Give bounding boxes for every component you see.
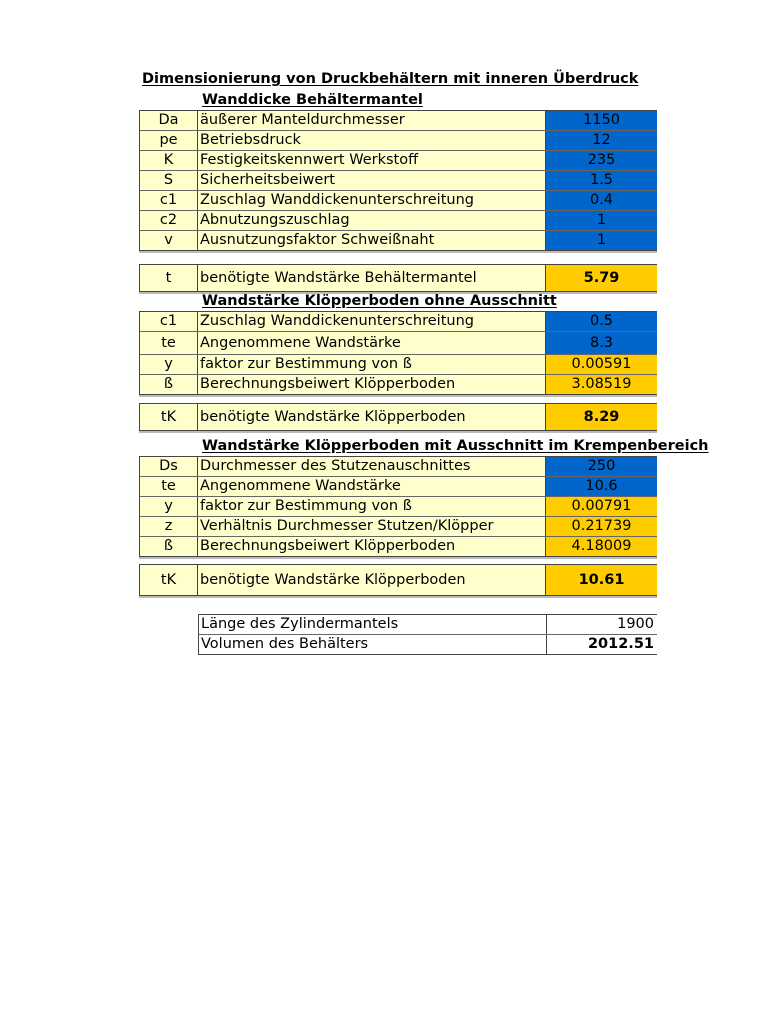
section3-table	[139, 456, 657, 557]
symbol-cell[interactable]: c1	[139, 191, 198, 210]
input-value-cell[interactable]: 10.6	[546, 477, 657, 496]
description-cell[interactable]: Durchmesser des Stutzenauschnittes	[198, 457, 546, 476]
table-row	[139, 456, 657, 477]
table-row	[198, 614, 657, 635]
description-cell[interactable]: Angenommene Wandstärke	[198, 477, 546, 496]
result-row	[139, 403, 657, 431]
section2-result	[139, 403, 657, 431]
input-value-cell[interactable]: 0.5	[546, 312, 657, 331]
summary-label-cell[interactable]: Länge des Zylindermantels	[199, 615, 547, 634]
section1-title: Wanddicke Behältermantel	[202, 92, 423, 108]
symbol-cell[interactable]: tK	[139, 565, 198, 595]
table-row	[139, 171, 657, 191]
table-row	[139, 497, 657, 517]
symbol-cell[interactable]: Ds	[139, 457, 198, 476]
description-cell[interactable]: Berechnungsbeiwert Klöpperboden	[198, 537, 546, 556]
calculated-value-cell[interactable]: 0.21739	[546, 517, 657, 536]
result-value-cell[interactable]: 8.29	[546, 404, 657, 430]
table-row	[139, 231, 657, 251]
result-row	[139, 564, 657, 596]
input-value-cell[interactable]: 250	[546, 457, 657, 476]
main-title: Dimensionierung von Druckbehältern mit inneren Überdruck	[142, 71, 639, 87]
input-value-cell[interactable]: 8.3	[546, 332, 657, 354]
input-value-cell[interactable]: 1150	[546, 111, 657, 130]
input-value-cell[interactable]: 1	[546, 231, 657, 250]
symbol-cell[interactable]: c1	[139, 312, 198, 331]
description-cell[interactable]: Festigkeitskennwert Werkstoff	[198, 151, 546, 170]
input-value-cell[interactable]: 12	[546, 131, 657, 150]
symbol-cell[interactable]: v	[139, 231, 198, 250]
summary-value-cell[interactable]: 1900	[617, 616, 654, 632]
table-row	[139, 110, 657, 131]
description-cell[interactable]: Ausnutzungsfaktor Schweißnaht	[198, 231, 546, 250]
description-cell[interactable]: Sicherheitsbeiwert	[198, 171, 546, 190]
result-row	[139, 264, 657, 292]
table-row	[139, 477, 657, 497]
description-cell[interactable]: benötigte Wandstärke Klöpperboden	[198, 565, 546, 595]
symbol-cell[interactable]: K	[139, 151, 198, 170]
calculated-value-cell[interactable]: 0.00791	[546, 497, 657, 516]
description-cell[interactable]: Verhältnis Durchmesser Stutzen/Klöpper	[198, 517, 546, 536]
table-row	[139, 517, 657, 537]
symbol-cell[interactable]: t	[139, 265, 198, 291]
section2-table	[139, 311, 657, 395]
calculated-value-cell[interactable]: 0.00591	[546, 355, 657, 374]
table-row	[139, 375, 657, 395]
section1-result	[139, 264, 657, 292]
description-cell[interactable]: faktor zur Bestimmung von ß	[198, 355, 546, 374]
section3-title: Wandstärke Klöpperboden mit Ausschnitt im Krempenbereich	[202, 438, 709, 454]
table-row	[139, 211, 657, 231]
description-cell[interactable]: äußerer Manteldurchmesser	[198, 111, 546, 130]
symbol-cell[interactable]: z	[139, 517, 198, 536]
description-cell[interactable]: faktor zur Bestimmung von ß	[198, 497, 546, 516]
description-cell[interactable]: Zuschlag Wanddickenunterschreitung	[198, 191, 546, 210]
table-row	[139, 332, 657, 355]
table-row	[139, 355, 657, 375]
result-value-cell[interactable]: 5.79	[546, 265, 657, 291]
symbol-cell[interactable]: Da	[139, 111, 198, 130]
description-cell[interactable]: Angenommene Wandstärke	[198, 332, 546, 354]
description-cell[interactable]: Zuschlag Wanddickenunterschreitung	[198, 312, 546, 331]
table-row	[139, 151, 657, 171]
description-cell[interactable]: benötigte Wandstärke Behältermantel	[198, 265, 546, 291]
symbol-cell[interactable]: y	[139, 355, 198, 374]
description-cell[interactable]: benötigte Wandstärke Klöpperboden	[198, 404, 546, 430]
summary-value-cell[interactable]: 2012.51	[587, 636, 654, 652]
symbol-cell[interactable]: te	[139, 477, 198, 496]
input-value-cell[interactable]: 235	[546, 151, 657, 170]
symbol-cell[interactable]: ß	[139, 537, 198, 556]
symbol-cell[interactable]: c2	[139, 211, 198, 230]
section2-title: Wandstärke Klöpperboden ohne Ausschnitt	[202, 293, 557, 309]
table-row	[139, 537, 657, 557]
section3-result	[139, 564, 657, 596]
input-value-cell[interactable]: 1.5	[546, 171, 657, 190]
summary-table	[198, 614, 657, 655]
table-row	[139, 311, 657, 332]
description-cell[interactable]: Berechnungsbeiwert Klöpperboden	[198, 375, 546, 394]
table-row	[139, 131, 657, 151]
symbol-cell[interactable]: y	[139, 497, 198, 516]
symbol-cell[interactable]: S	[139, 171, 198, 190]
table-row	[139, 191, 657, 211]
summary-label-cell[interactable]: Volumen des Behälters	[199, 635, 547, 654]
description-cell[interactable]: Abnutzungszuschlag	[198, 211, 546, 230]
symbol-cell[interactable]: te	[139, 332, 198, 354]
table-row	[198, 635, 657, 655]
symbol-cell[interactable]: tK	[139, 404, 198, 430]
input-value-cell[interactable]: 1	[546, 211, 657, 230]
calculated-value-cell[interactable]: 4.18009	[546, 537, 657, 556]
section1-table	[139, 110, 657, 251]
description-cell[interactable]: Betriebsdruck	[198, 131, 546, 150]
symbol-cell[interactable]: pe	[139, 131, 198, 150]
input-value-cell[interactable]: 0.4	[546, 191, 657, 210]
result-value-cell[interactable]: 10.61	[546, 565, 657, 595]
calculated-value-cell[interactable]: 3.08519	[546, 375, 657, 394]
symbol-cell[interactable]: ß	[139, 375, 198, 394]
